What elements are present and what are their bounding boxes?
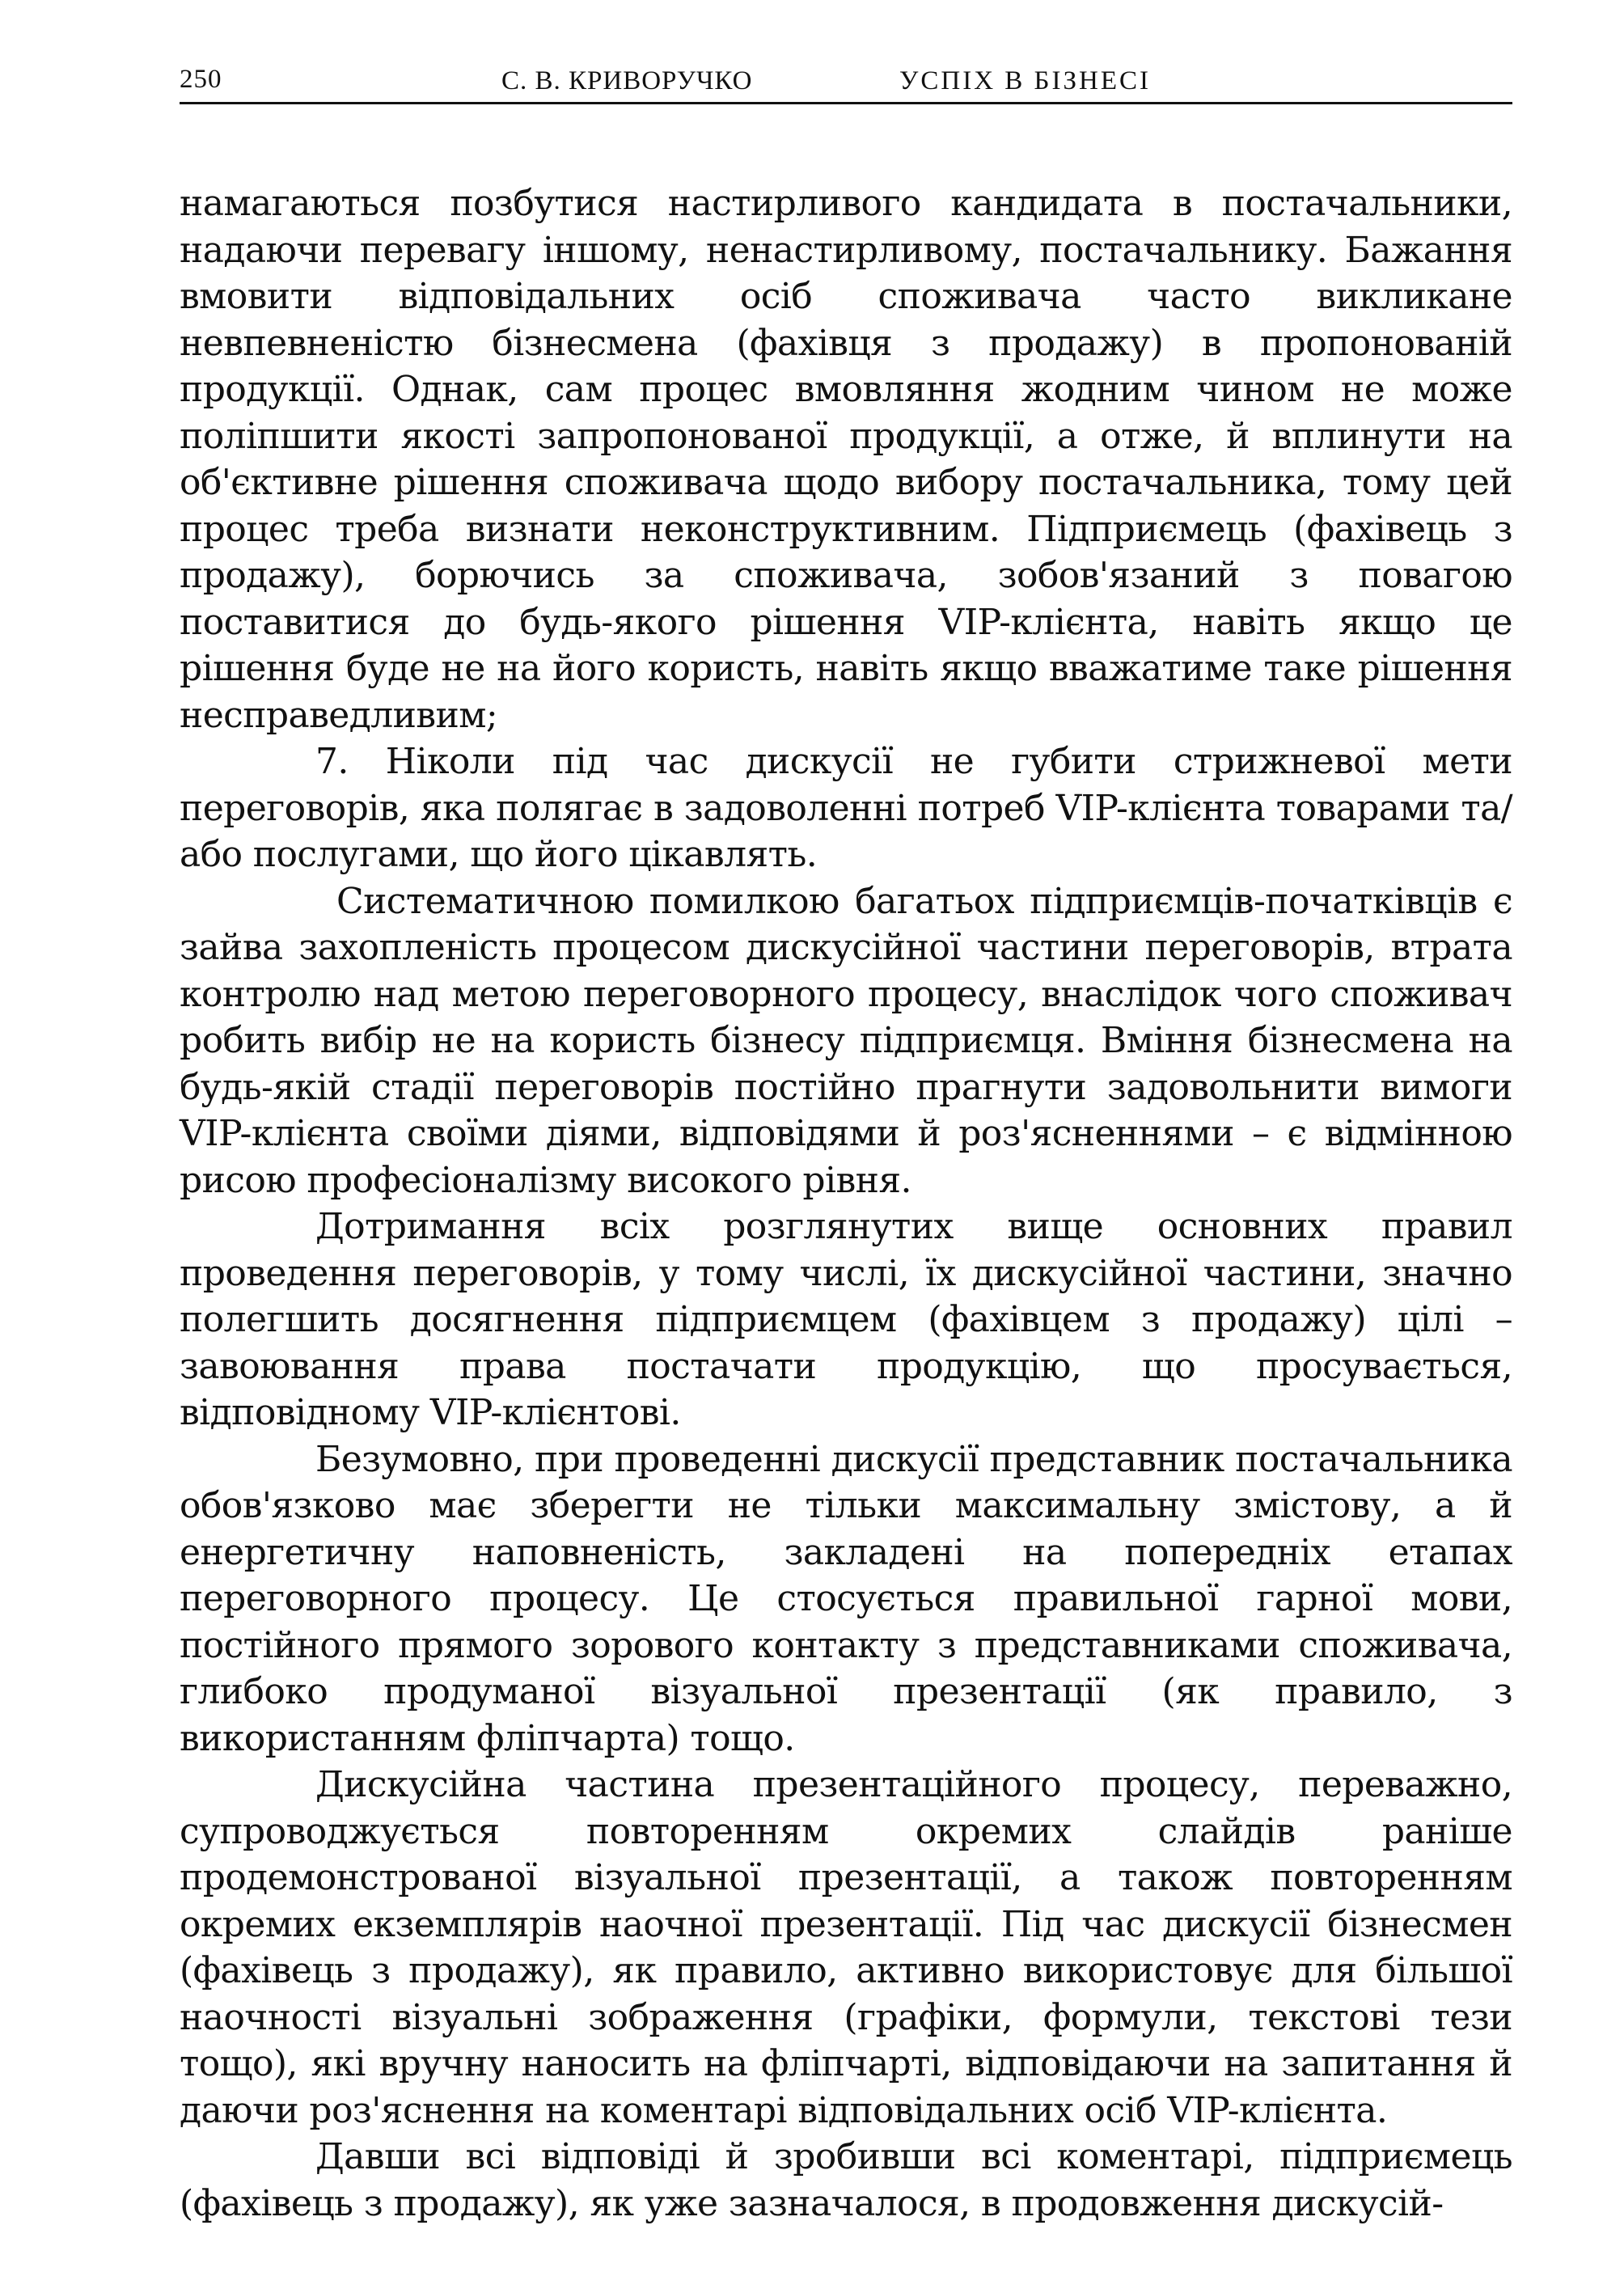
paragraph: Систематичною помилкою багатьох підприємців-початківців є зайва захопленість процесом дискусійної частини переговорів, втрата контролю над метою переговорного процесу, внаслідок чого споживач робить вибір не на користь бізнесу підприємця. Вміння бізнесмена на будь-якій стадії переговорів постійно прагнути задовольнити вимоги VIP-клієнта своїми діями, відповідями й роз'ясненнями – є відмінною рисою професіоналізму високого рівня. (180, 880, 1512, 1201)
author-name: С. В. КРИВОРУЧКО (501, 66, 753, 95)
book-title: УСПІХ В БІЗНЕСІ (899, 66, 1151, 95)
paragraph: 7. Ніколи під час дискусії не губити стрижневої мети переговорів, яка полягає в задоволенні потреб VIP-клієнта товарами та/або послугами, що його цікавлять. (180, 741, 1512, 875)
paragraph: Безумовно, при проведенні дискусії представник постачальника обов'язково має зберегти не тільки максимальну змістову, а й енергетичну наповненість, закладені на попередніх етапах переговорного процесу. Це стосується правильної гарної мови, постійного прямого зорового контакту з представниками споживача, глибоко продуманої візуальної презентації (як правило, з використанням фліпчарта) тощо. (180, 1438, 1512, 1759)
paragraph: намагаються позбутися настирливого кандидата в постачальники, надаючи перевагу іншому, ненастирливому, постачальнику. Бажання вмовити відповідальних осіб споживача часто викликане невпевненістю бізнесмена (фахівця з продажу) в пропонованій продукції. Однак, сам процес вмовляння жодним чином не може поліпшити якості запропонованої продукції, а отже, й вплинути на об'єктивне рішення споживача щодо вибору постачальника, тому цей процес треба визнати неконструктивним. Підприємець (фахівець з продажу), борючись за споживача, зобов'язаний з повагою поставитися до будь-якого рішення VIP-клієнта, навіть якщо це рішення буде не на його користь, навіть якщо вважатиме таке рішення несправедливим; (180, 183, 1512, 736)
paragraph: Дискусійна частина презентаційного процесу, переважно, супроводжується повторенням окремих слайдів раніше продемонстрованої візуальної презентації, а також повторенням окремих екземплярів наочної презентації. Під час дискусії бізнесмен (фахівець з продажу), як правило, активно використовує для більшої наочності візуальні зображення (графіки, формули, текстові тези тощо), які вручну наносить на фліпчарті, відповідаючи на запитання й даючи роз'яснення на коментарі відповідальних осіб VIP-клієнта. (180, 1764, 1512, 2131)
page-number: 250 (180, 65, 222, 94)
body-text (180, 180, 1512, 2227)
paragraph: Давши всі відповіді й зробивши всі коментарі, підприємець (фахівець з продажу), як уже зазначалося, в продовження дискусій- (180, 2136, 1512, 2224)
running-header (180, 57, 1512, 104)
book-page (180, 57, 1512, 2227)
paragraph: Дотримання всіх розглянутих вище основних правил проведення переговорів, у тому числі, їх дискусійної частини, значно полегшить досягнення підприємцем (фахівцем з продажу) цілі – завоювання права постачати продукцію, що просувається, відповідному VIP-клієнтові. (180, 1206, 1512, 1433)
